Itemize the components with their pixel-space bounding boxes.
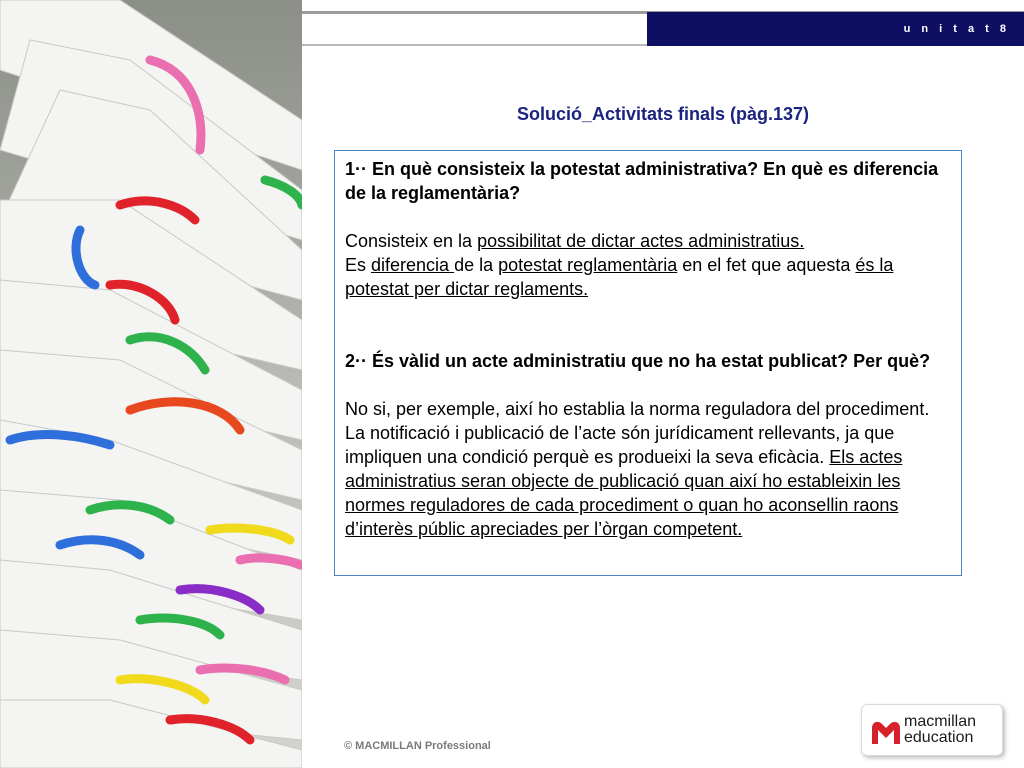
- spacer: [345, 301, 961, 349]
- answer-1-underlined: és la potestat per dictar reglaments.: [345, 255, 894, 299]
- spacer: [345, 373, 961, 397]
- answers-box: [334, 150, 962, 576]
- answer-1-text: Es: [345, 255, 372, 275]
- answer-2-underlined: Els actes administratius seran objecte de publicació quan així ho estableixin les normes reguladores de cada procediment o quan ho aconsellin raons d’interès públic apreciades per l’òrgan competent.: [345, 447, 903, 539]
- answer-1-underlined: possibilitat de dictar actes administratius.: [477, 231, 805, 251]
- macmillan-education-logo: [861, 704, 1003, 756]
- answer-2-text: La notificació i publicació de l’acte són jurídicament rellevants, ja que impliquen una condició perquè es produeixi la seva eficàcia.: [345, 423, 895, 467]
- question-2: 2·· És vàlid un acte administratiu que no ha estat publicat? Per què?: [345, 351, 931, 371]
- answer-1-paragraph-1: [345, 229, 961, 253]
- question-1: 1·· En què consisteix la potestat administrativa? En què es diferencia de la reglamentària?: [345, 159, 939, 203]
- answer-2-paragraph-1: No si, per exemple, així ho establia la norma reguladora del procediment.: [345, 399, 930, 419]
- copyright-footer: © MACMILLAN Professional: [344, 740, 491, 752]
- header-rule-lower: [302, 44, 647, 46]
- answer-1-text: de la: [454, 255, 499, 275]
- answer-1-text: en el fet que aquesta: [677, 255, 856, 275]
- logo-text-macmillan: macmillan: [904, 713, 977, 730]
- paper-stack-photo: [0, 0, 302, 768]
- unit-header-band: [647, 12, 1024, 46]
- answer-2-paragraph-2: [345, 421, 961, 541]
- slide-title: Solució_Activitats finals (pàg.137): [516, 104, 810, 124]
- spacer: [345, 205, 961, 229]
- answer-1-underlined: potestat reglamentària: [498, 255, 678, 275]
- answer-1-paragraph-2: [345, 253, 961, 301]
- answer-1-text: Consisteix en la: [345, 231, 478, 251]
- unit-label: u n i t a t 8: [903, 23, 1010, 35]
- macmillan-m-icon: [870, 714, 902, 746]
- logo-text-education: education: [904, 729, 974, 746]
- answer-1-underlined: diferencia: [371, 255, 455, 275]
- paper-stack-illustration: [0, 0, 302, 768]
